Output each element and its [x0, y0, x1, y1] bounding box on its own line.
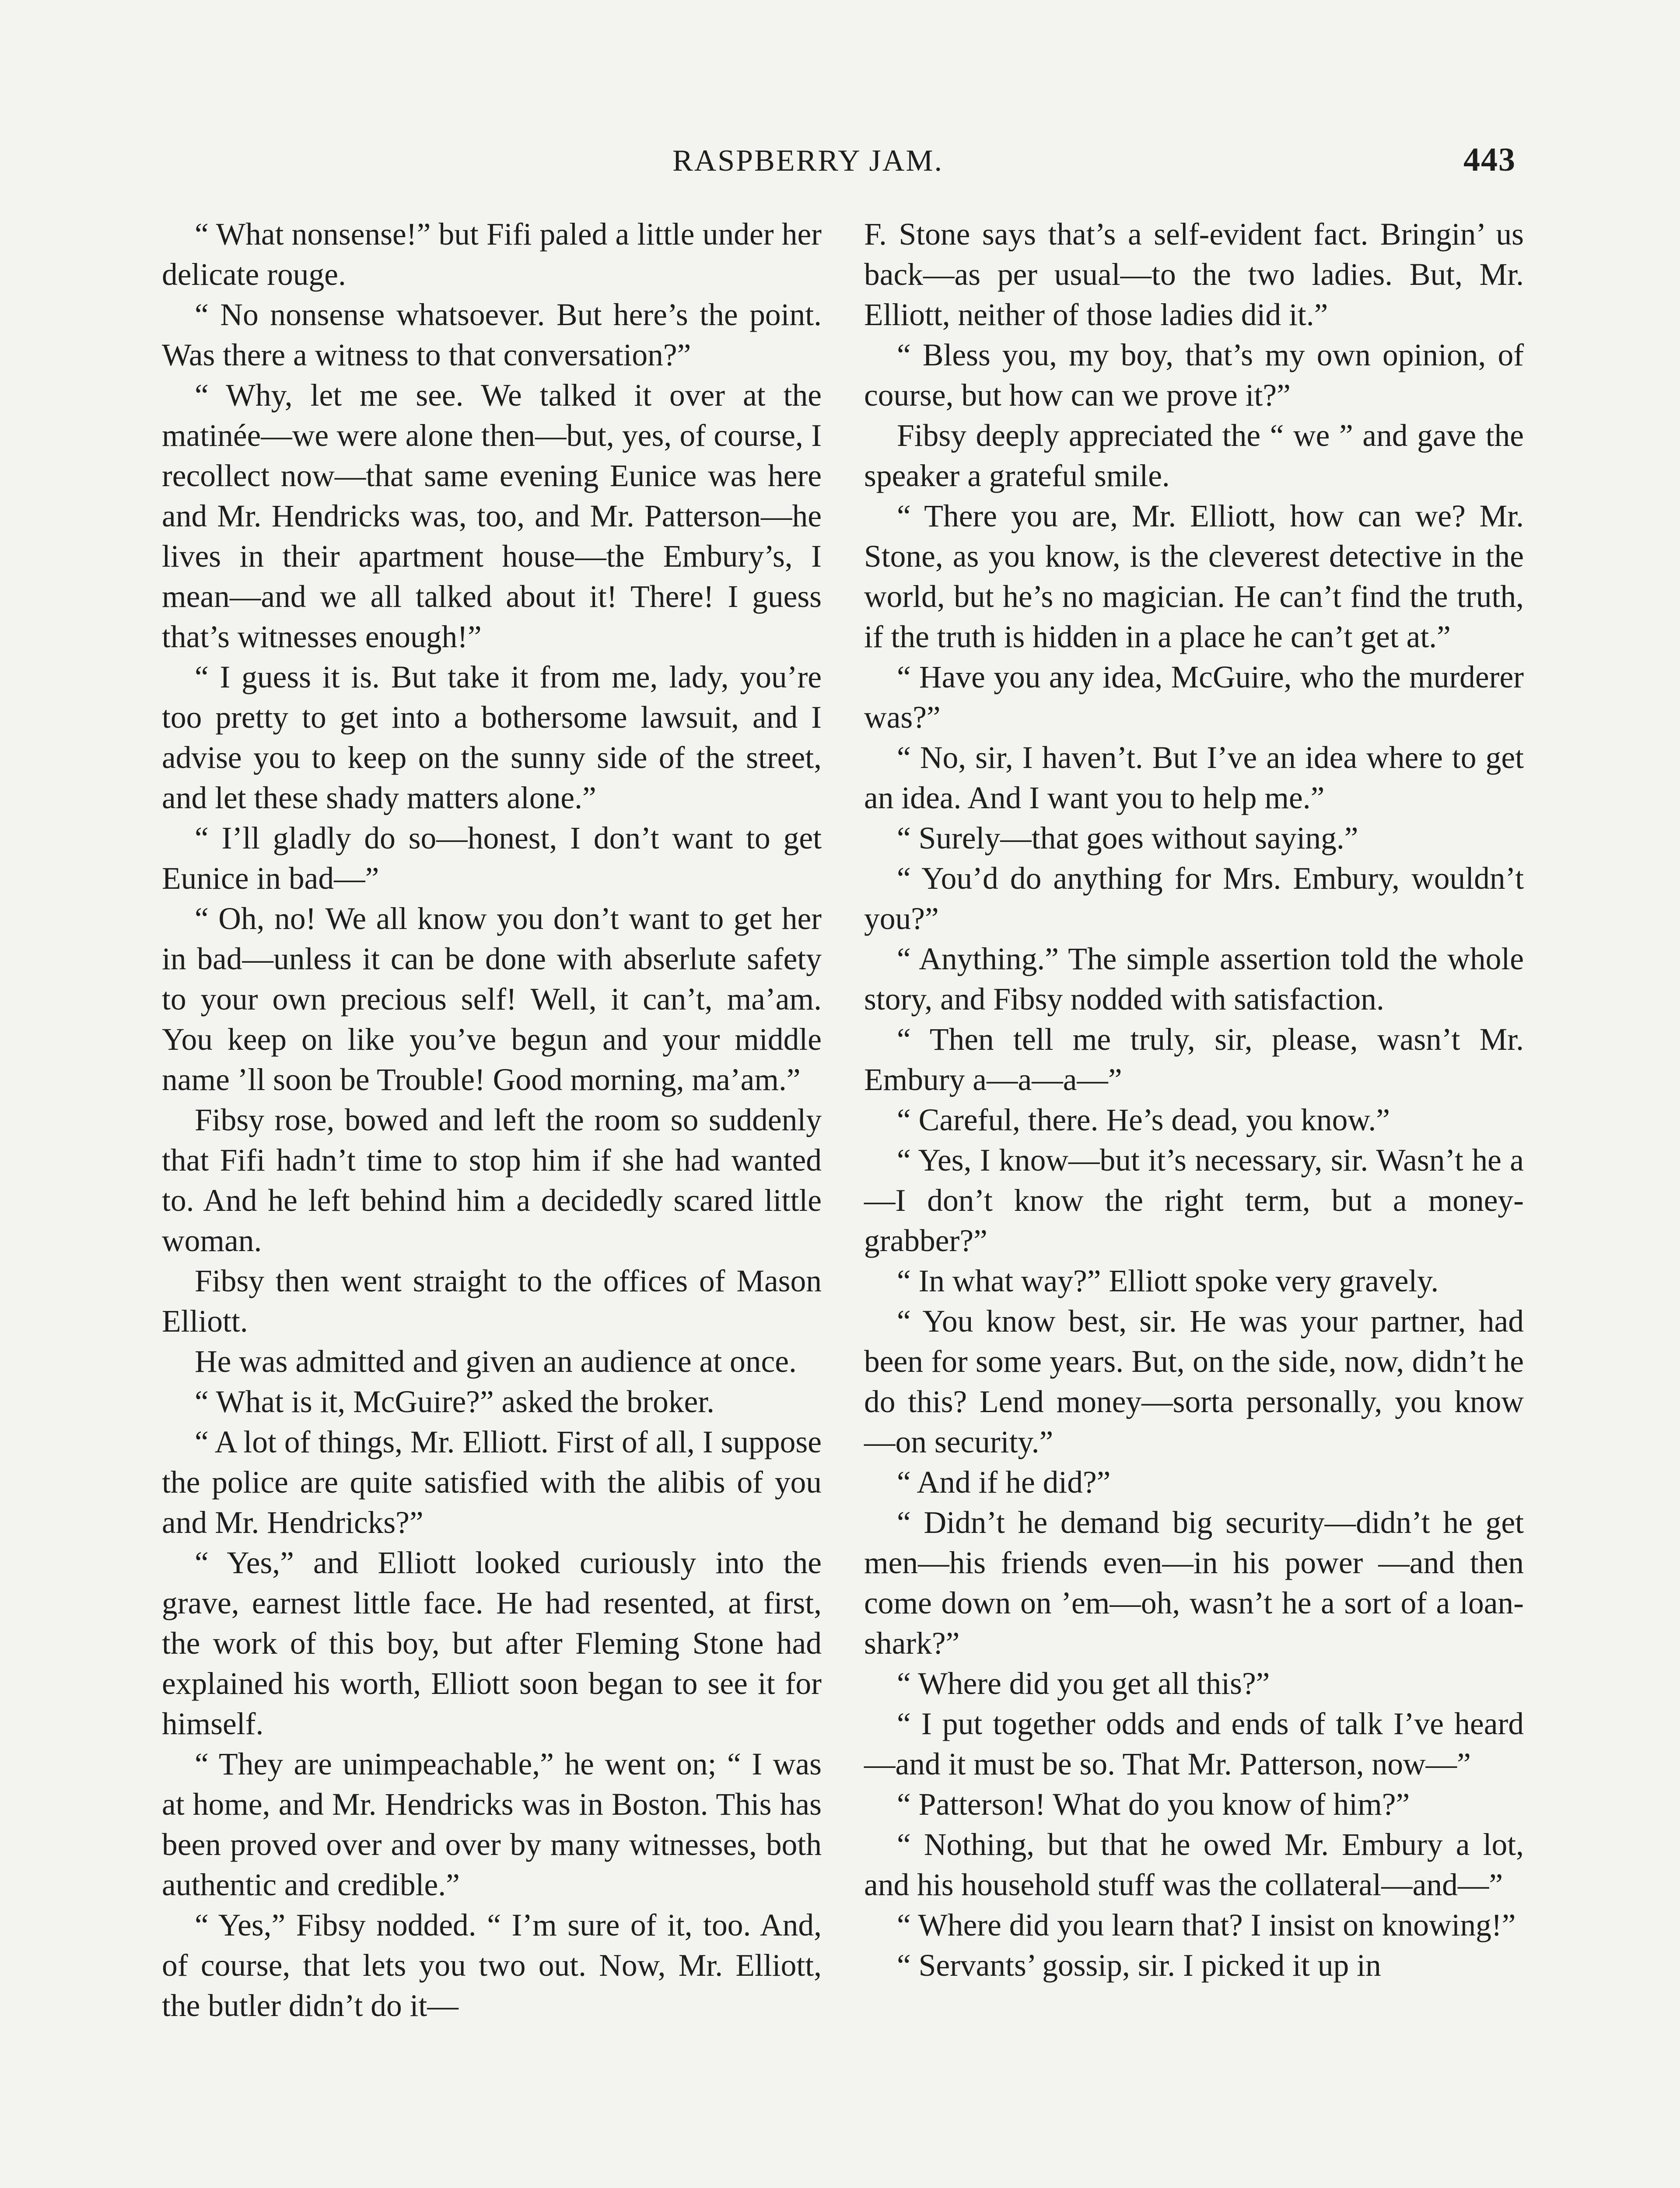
paragraph: “ No nonsense whatsoever. But here’s the point. Was there a witness to that conversation?” — [162, 298, 822, 372]
paragraph: “ A lot of things, Mr. Elliott. First of all, I suppose the police are quite satisfied with the alibis of you and Mr. Hendricks?” — [162, 1425, 822, 1540]
paragraph: “ Nothing, but that he owed Mr. Embury a lot, and his household stuff was the collateral—and—” — [864, 1827, 1524, 1902]
paragraph: Fibsy deeply appreciated the “ we ” and gave the speaker a grateful smile. — [864, 418, 1524, 493]
paragraph-continued: F. Stone says that’s a self-evident fact. Bringin’ us back—as per usual—to the two ladies. But, Mr. Elliott, neither of those ladies did it.” — [864, 217, 1524, 332]
right-column — [864, 214, 1524, 1986]
paragraph: “ Then tell me truly, sir, please, wasn’t Mr. Embury a—a—a—” — [864, 1022, 1524, 1097]
page-number: 443 — [1463, 141, 1516, 178]
paragraph: “ I’ll gladly do so—honest, I don’t want to get Eunice in bad—” — [162, 821, 822, 896]
paragraph: “ Didn’t he demand big security—didn’t he get men—his friends even—in his power —and then come down on ’em—oh, wasn’t he a sort of a loan-shark?” — [864, 1505, 1524, 1661]
paragraph: “ What is it, McGuire?” asked the broker. — [195, 1385, 714, 1419]
paragraph: “ Oh, no! We all know you don’t want to get her in bad—unless it can be done with abserlute safety to your own precious self! Well, it can’t, ma’am. You keep on like you’ve begun and your middle name ’ll soon be Trouble! Good morning, ma’am.” — [162, 901, 822, 1097]
paragraph: “ Bless you, my boy, that’s my own opinion, of course, but how can we prove it?” — [864, 338, 1524, 413]
paragraph: “ Where did you get all this?” — [897, 1666, 1270, 1701]
paragraph: “ There you are, Mr. Elliott, how can we? Mr. Stone, as you know, is the cleverest detective in the world, but he’s no magician. He can’t find the truth, if the truth is hidden in a place he can’t get at.” — [864, 499, 1524, 654]
paragraph: “ I put together odds and ends of talk I’ve heard—and it must be so. That Mr. Patterson, now—” — [864, 1707, 1524, 1781]
paragraph: “ Surely—that goes without saying.” — [897, 821, 1358, 856]
paragraph: “ Patterson! What do you know of him?” — [897, 1787, 1410, 1822]
paragraph: Fibsy rose, bowed and left the room so suddenly that Fifi hadn’t time to stop him if she had wanted to. And he left behind him a decidedly scared little woman. — [162, 1103, 822, 1258]
paragraph: “ No, sir, I haven’t. But I’ve an idea where to get an idea. And I want you to help me.” — [864, 740, 1524, 815]
running-header: RASPBERRY JAM. — [672, 144, 944, 178]
paragraph: “ You know best, sir. He was your partner, had been for some years. But, on the side, now, didn’t he do this? Lend money—sorta personally, you know—on security.” — [864, 1304, 1524, 1459]
paragraph: “ Yes, I know—but it’s necessary, sir. Wasn’t he a—I don’t know the right term, but a money-grabber?” — [864, 1143, 1524, 1258]
left-column — [162, 214, 822, 2026]
paragraph: “ In what way?” Elliott spoke very gravely. — [897, 1264, 1439, 1298]
paragraph: He was admitted and given an audience at once. — [195, 1344, 797, 1379]
paragraph: “ Yes,” Fibsy nodded. “ I’m sure of it, too. And, of course, that lets you two out. Now, Mr. Elliott, the butler didn’t do it— — [162, 1908, 822, 2023]
paragraph: “ And if he did?” — [897, 1465, 1111, 1500]
paragraph: “ They are unimpeachable,” he went on; “ I was at home, and Mr. Hendricks was in Boston. This has been proved over and over by many witnesses, both authentic and credible.” — [162, 1747, 822, 1902]
paragraph: “ Where did you learn that? I insist on knowing!” — [897, 1908, 1516, 1943]
paragraph: Fibsy then went straight to the offices of Mason Elliott. — [162, 1264, 822, 1339]
paragraph: “ Have you any idea, McGuire, who the murderer was?” — [864, 660, 1524, 735]
paragraph: “ Servants’ gossip, sir. I picked it up in — [897, 1948, 1381, 1983]
paragraph: “ Yes,” and Elliott looked curiously into the grave, earnest little face. He had resented, at first, the work of this boy, but after Fleming Stone had explained his worth, Elliott soon began to see it for himself. — [162, 1546, 822, 1741]
paragraph: “ Careful, there. He’s dead, you know.” — [897, 1103, 1390, 1137]
paragraph: “ I guess it is. But take it from me, lady, you’re too pretty to get into a bothersome lawsuit, and I advise you to keep on the sunny side of the street, and let these shady matters alone.” — [162, 660, 822, 815]
paragraph: “ You’d do anything for Mrs. Embury, wouldn’t you?” — [864, 861, 1524, 936]
paragraph: “ What nonsense!” but Fifi paled a little under her delicate rouge. — [162, 217, 822, 292]
paragraph: “ Anything.” The simple assertion told the whole story, and Fibsy nodded with satisfaction. — [864, 942, 1524, 1017]
paragraph: “ Why, let me see. We talked it over at the matinée—we were alone then—but, yes, of course, I recollect now—that same evening Eunice was here and Mr. Hendricks was, too, and Mr. Patterson—he lives in their apartment house—the Embury’s, I mean—and we all talked about it! There! I guess that’s witnesses enough!” — [162, 378, 822, 654]
